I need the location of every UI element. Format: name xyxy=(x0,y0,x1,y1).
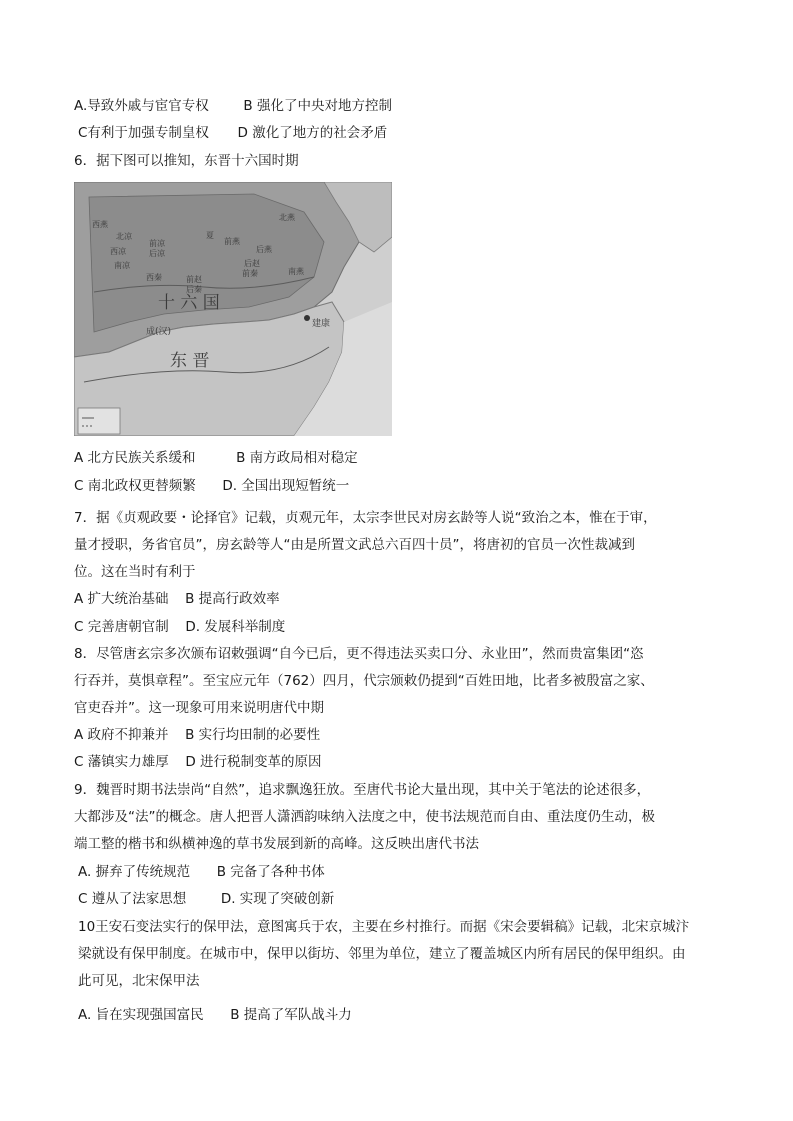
q9-stem-line-3: 端工整的楷书和纵横神逸的草书发展到新的高峰。这反映出唐代书法 xyxy=(74,836,479,852)
q6-options-row-1 xyxy=(74,449,358,467)
map-label-houyan: 后燕 xyxy=(256,245,272,254)
q8-options-row-1 xyxy=(74,726,320,744)
q9-option-c: C 遵从了法家思想 xyxy=(78,891,187,907)
q6-stem: 6．据下图可以推知，东晋十六国时期 xyxy=(74,153,299,169)
map-label-chenghan: 成(汉) xyxy=(146,327,172,337)
q7-stem-line-3: 位。这在当时有利于 xyxy=(74,564,196,580)
map-label-houqin: 后秦 xyxy=(186,285,202,294)
q9-option-d: D. 实现了突破创新 xyxy=(220,891,335,907)
q7-options-row-2 xyxy=(74,618,285,636)
map-legend xyxy=(78,408,120,434)
q10-stem-line-2: 梁就设有保甲制度。在城市中，保甲以街坊、邻里为单位，建立了覆盖城区内所有居民的保甲组织。由 xyxy=(78,946,686,962)
map-label-xia: 夏 xyxy=(206,231,214,240)
q9-option-a: A. 摒弃了传统规范 xyxy=(78,864,191,880)
q8-option-b: B 实行均田制的必要性 xyxy=(185,727,321,743)
q6-map-image xyxy=(74,182,392,436)
q9-option-b: B 完备了各种书体 xyxy=(216,864,325,880)
q5-options-row-2 xyxy=(78,124,387,142)
q5-option-d: D 激化了地方的社会矛盾 xyxy=(237,125,388,141)
q9-stem-line-2: 大都涉及“法”的概念。唐人把晋人潇洒韵味纳入法度之中，使书法规范而自由、重法度仍生动，极 xyxy=(74,809,655,825)
q10-options-row-1 xyxy=(78,1006,352,1024)
q9-options-row-1 xyxy=(78,863,325,881)
q9-options-row-2 xyxy=(78,890,334,908)
q7-stem-line-1: 7．据《贞观政要・论择官》记载，贞观元年，太宗李世民对房玄龄等人说“致治之本，惟在于审， xyxy=(74,510,657,526)
q7-options-row-1 xyxy=(74,590,280,608)
q6-option-a: A 北方民族关系缓和 xyxy=(74,450,196,466)
q8-stem-line-2: 行吞并，莫惧章程”。至宝应元年（762）四月，代宗颁敕仍提到“百姓田地，比者多被殷富之家、 xyxy=(74,673,654,689)
q10-option-b: B 提高了军队战斗力 xyxy=(230,1007,352,1023)
q8-stem-line-3: 官吏吞并”。这一现象可用来说明唐代中期 xyxy=(74,700,324,716)
map-label-sixteen-kingdoms: 十 六 国 xyxy=(158,293,220,313)
q7-option-a: A 扩大统治基础 xyxy=(74,591,169,607)
q7-option-b: B 提高行政效率 xyxy=(185,591,280,607)
map-label-qianzhao: 前赵 xyxy=(186,275,202,284)
map-label-xiqin: 西秦 xyxy=(146,273,162,282)
q8-stem-line-1: 8．尽管唐玄宗多次颁布诏敕强调“自今已后，更不得违法买卖口分、永业田”，然而贵富集团“恣 xyxy=(74,646,644,662)
map-label-nanliang: 南凉 xyxy=(114,261,130,270)
map-label-qianyan: 前燕 xyxy=(224,237,240,246)
map-label-qianqin: 前秦 xyxy=(242,269,258,278)
q8-options-row-2 xyxy=(74,753,322,771)
map-label-nanyan: 南燕 xyxy=(288,267,304,276)
q8-option-c: C 藩镇实力雄厚 xyxy=(74,754,169,770)
q10-option-a: A. 旨在实现强国富民 xyxy=(78,1007,204,1023)
map-label-houzhao: 后赵 xyxy=(244,259,260,268)
q9-stem-line-1: 9．魏晋时期书法崇尚“自然”，追求飘逸狂放。至唐代书论大量出现，其中关于笔法的论述很多， xyxy=(74,782,651,798)
map-label-houliang: 后凉 xyxy=(149,249,165,258)
q5-option-b: B 强化了中央对地方控制 xyxy=(243,98,392,114)
q8-option-a: A 政府不抑兼并 xyxy=(74,727,169,743)
map-capital-marker xyxy=(304,315,310,321)
q5-option-c: C有利于加强专制皇权 xyxy=(78,125,209,141)
q8-option-d: D 进行税制变革的原因 xyxy=(185,754,322,770)
q10-stem-line-1: 10王安石变法实行的保甲法，意图寓兵于农，主要在乡村推行。而据《宋会要辑稿》记载，北宋京城汴 xyxy=(78,919,690,935)
map-label-xiyan: 西燕 xyxy=(92,220,108,229)
q6-option-b: B 南方政局相对稳定 xyxy=(236,450,358,466)
map-label-beiliang: 北凉 xyxy=(116,232,132,241)
q7-option-c: C 完善唐朝官制 xyxy=(74,619,169,635)
q6-options-row-2 xyxy=(74,477,349,495)
q10-stem-line-3: 此可见，北宋保甲法 xyxy=(78,973,200,989)
q6-option-d: D. 全国出现短暂统一 xyxy=(222,478,350,494)
map-label-qianliang: 前凉 xyxy=(149,239,165,248)
q5-options-row-1 xyxy=(74,97,392,115)
q5-option-a: A.导致外戚与宦官专权 xyxy=(74,98,209,114)
map-label-xiliang: 西凉 xyxy=(110,247,126,256)
map-label-eastern-jin: 东 晋 xyxy=(170,351,210,371)
q7-option-d: D. 发展科举制度 xyxy=(185,619,286,635)
q6-option-c: C 南北政权更替频繁 xyxy=(74,478,196,494)
q6-map-svg xyxy=(74,182,392,436)
map-label-jiankang: 建康 xyxy=(312,319,331,329)
map-label-beiyan: 北燕 xyxy=(279,213,295,222)
q7-stem-line-2: 量才授职，务省官员”，房玄龄等人“由是所置文武总六百四十员”，将唐初的官员一次性裁减到 xyxy=(74,537,635,553)
